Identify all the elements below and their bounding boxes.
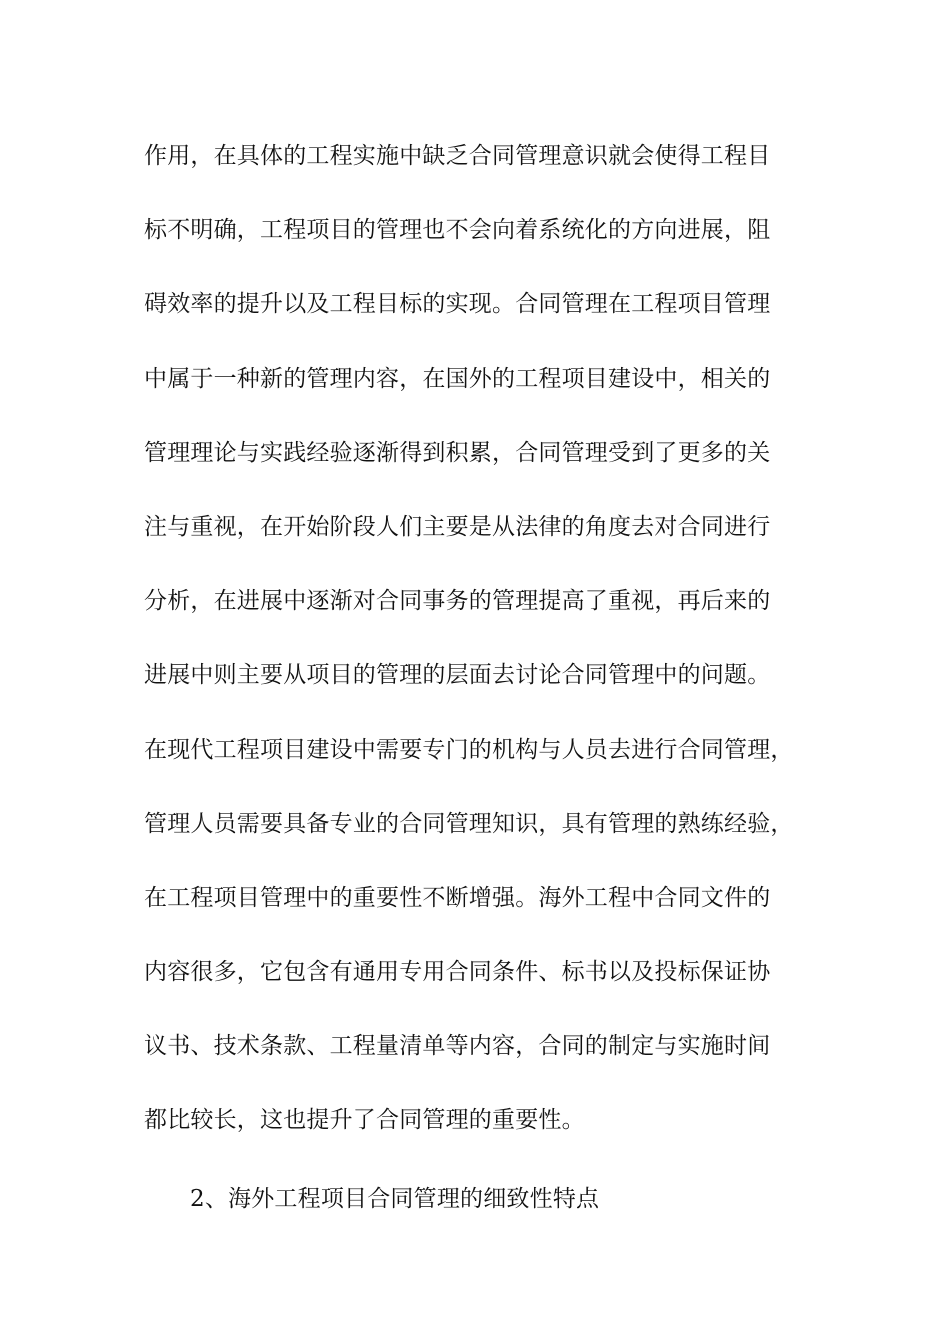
section-heading: 2、海外工程项目合同管理的细致性特点 xyxy=(190,1186,600,1212)
paragraph-line-3: 碍效率的提升以及工程目标的实现。合同管理在工程项目管理 xyxy=(144,291,771,318)
paragraph-line-6: 注与重视，在开始阶段人们主要是从法律的角度去对合同进行 xyxy=(144,513,771,540)
paragraph-line-4: 中属于一种新的管理内容，在国外的工程项目建设中，相关的 xyxy=(144,365,771,392)
paragraph-line-12: 内容很多，它包含有通用专用合同条件、标书以及投标保证协 xyxy=(144,959,771,986)
body-paragraph xyxy=(144,136,834,1175)
paragraph-line-1: 作用，在具体的工程实施中缺乏合同管理意识就会使得工程目 xyxy=(144,143,771,169)
paragraph-line-2: 标不明确，工程项目的管理也不会向着系统化的方向进展，阻 xyxy=(144,217,771,244)
paragraph-line-11: 在工程项目管理中的重要性不断增强。海外工程中合同文件的 xyxy=(144,884,771,911)
paragraph-line-8: 进展中则主要从项目的管理的层面去讨论合同管理中的问题。 xyxy=(144,662,771,689)
paragraph-line-10: 管理人员需要具备专业的合同管理知识，具有管理的熟练经验， xyxy=(144,810,794,837)
paragraph-line-5: 管理理论与实践经验逐渐得到积累，合同管理受到了更多的关 xyxy=(144,439,771,466)
paragraph-line-13: 议书、技术条款、工程量清单等内容，合同的制定与实施时间 xyxy=(144,1033,771,1060)
paragraph-line-14: 都比较长，这也提升了合同管理的重要性。 xyxy=(144,1107,585,1134)
paragraph-line-9: 在现代工程项目建设中需要专门的机构与人员去进行合同管理， xyxy=(144,736,794,763)
paragraph-line-7: 分析，在进展中逐渐对合同事务的管理提高了重视，再后来的 xyxy=(144,588,771,615)
